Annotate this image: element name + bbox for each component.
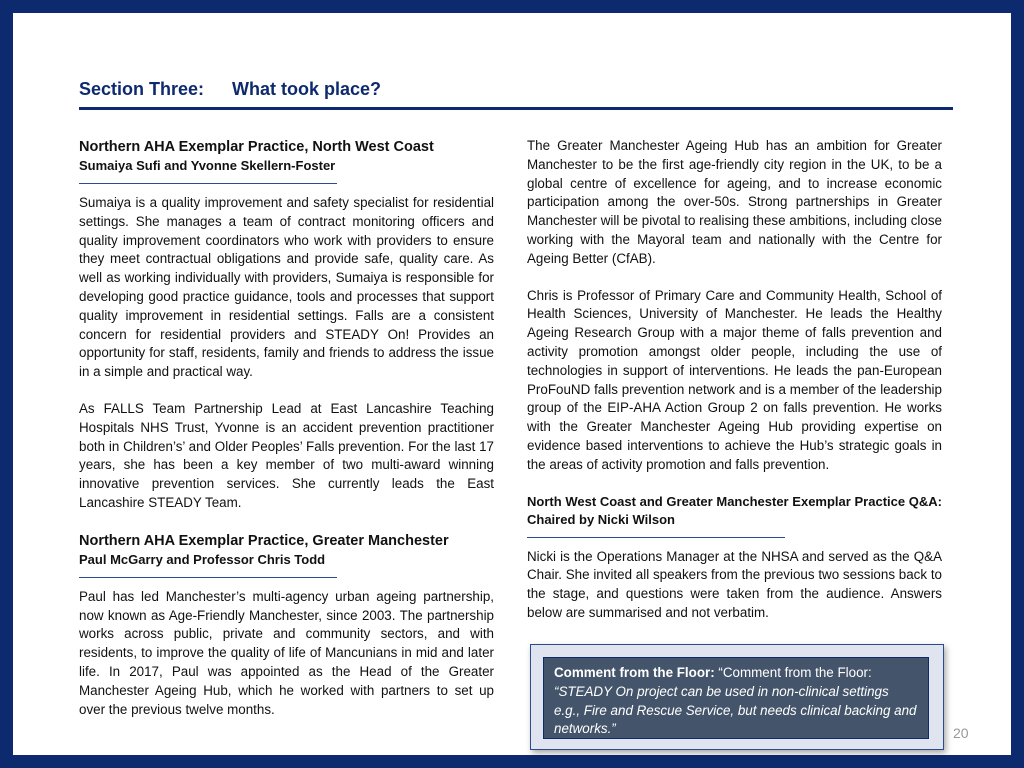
- divider: [527, 537, 785, 538]
- right-paragraph-1: The Greater Manchester Ageing Hub has an ambition for Greater Manchester to be the first age-friendly city region in the UK, to be a global centre of excellence for ageing, and to increase economic participation among the over-50s. Strong partnerships in Greater Manchester will be pivotal to realising these ambitions, including close working with the Mayoral team and nationally with the Centre for Ageing Better (CfAB).: [527, 138, 942, 266]
- block2-paragraph-1: Paul has led Manchester’s multi-agency urban ageing partnership, now known as Age-Friendly Manchester, since 2003. The partnership works across public, private and community sectors, and with residents, to improve the quality of life of Mancunians in mid and later life. In 2017, Paul was appointed as the Head of the Greater Manchester Ageing Hub, which he worked with partners to set up over the previous twelve months.: [79, 588, 494, 717]
- block1-subtitle: Sumaiya Sufi and Yvonne Skellern-Foster: [79, 158, 336, 173]
- block1-title: Northern AHA Exemplar Practice, North West Coast: [79, 139, 434, 155]
- comment-label: Comment from the Floor:: [554, 665, 715, 680]
- divider: [79, 577, 337, 578]
- right-paragraph-2: Chris is Professor of Primary Care and Community Health, School of Health Sciences, University of Manchester. He leads the Healthy Ageing Research Group with a major theme of falls prevention and activity promotion amongst older people, including the use of technologies in support of interventions. He leads the pan-European ProFouND falls prevention network and is a member of the leadership group of the EIP-AHA Action Group 2 on falls prevention. He works with the Greater Manchester Ageing Hub providing expertise on evidence based interventions to achieve the Hub’s strategic goals in the areas of activity promotion and falls prevention.: [527, 287, 942, 472]
- section-title: What took place?: [232, 79, 382, 99]
- right-column: [527, 137, 942, 623]
- block1-paragraph-1: Sumaiya is a quality improvement and safety specialist for residential settings. She manages a team of contract monitoring officers and quality improvement coordinators who work with providers to ensure they meet contractual obligations and provide safe, quality care. As well as working individually with providers, Sumaiya is responsible for developing good practice guidance, tools and processes that support quality improvement in residential settings. Falls are a consistent concern for residential providers and STEADY On! Provides an opportunity for staff, residents, family and friends to address the issue in a simple and practical way.: [79, 195, 494, 380]
- right-paragraph-3: Nicki is the Operations Manager at the NHSA and served as the Q&A Chair. She invited all speakers from the previous two sessions back to the stage, and questions were taken from the audience. Answers below are summarised and not verbatim.: [527, 548, 942, 620]
- qa-title: North West Coast and Greater Manchester Exemplar Practice Q&A: Chaired by Nicki Wilson: [527, 493, 942, 527]
- comment-box: [543, 657, 929, 739]
- comment-quote: “STEADY On project can be used in non-clinical settings e.g., Fire and Rescue Service, but needs clinical backing and networks.”: [554, 683, 917, 737]
- section-label: Section Three:: [79, 79, 205, 99]
- left-column: [79, 137, 494, 719]
- block1-paragraph-2: As FALLS Team Partnership Lead at East Lancashire Teaching Hospitals NHS Trust, Yvonne is an accident prevention practitioner both in Children’s’ and Older Peoples’ Falls prevention. For the last 17 years, she has been a key member of two multi-award winning innovative prevention services. She currently leads the East Lancashire STEADY Team.: [79, 400, 494, 510]
- comment-callout: [530, 644, 944, 750]
- page-number: 20: [953, 725, 969, 741]
- block2-title: Northern AHA Exemplar Practice, Greater Manchester: [79, 532, 449, 549]
- section-header: [79, 77, 953, 110]
- divider: [79, 183, 337, 184]
- comment-lead: “Comment from the Floor:: [714, 665, 872, 680]
- document-page: [13, 13, 1011, 755]
- block2-subtitle: Paul McGarry and Professor Chris Todd: [79, 551, 326, 567]
